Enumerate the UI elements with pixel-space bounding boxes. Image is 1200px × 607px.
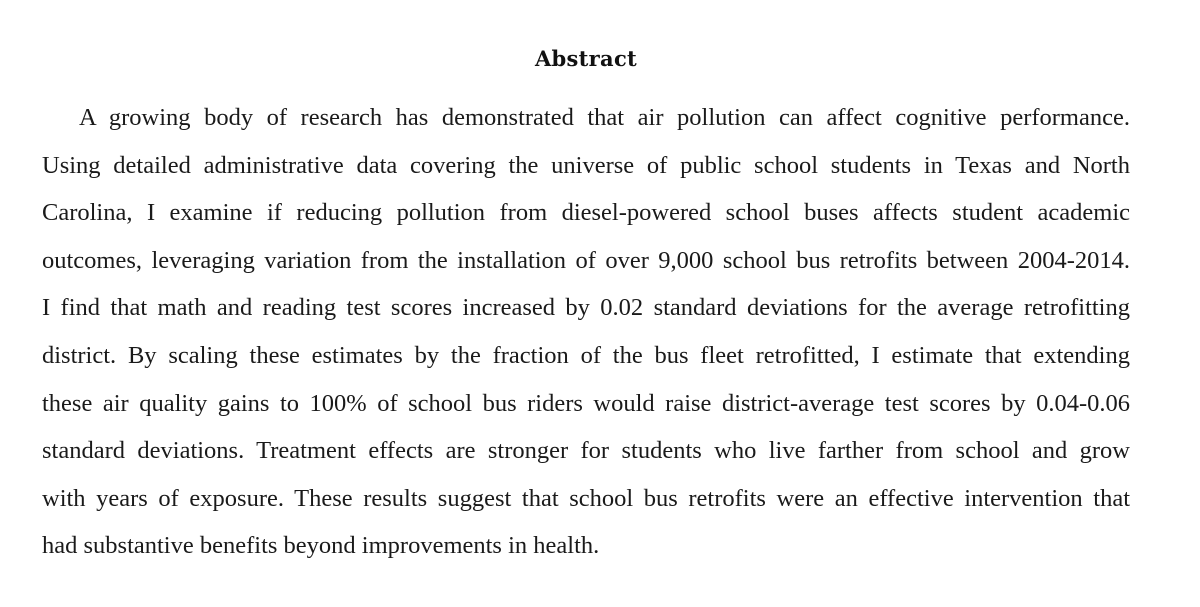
abstract-body [42,94,1130,570]
abstract-line: outcomes, leveraging variation from the installation of over 9,000 school bus retrofits between 2004-2014. [42,246,1130,274]
abstract-line: A growing body of research has demonstrated that air pollution can affect cognitive performance. [79,104,1130,131]
abstract-line: these air quality gains to 100% of school bus riders would raise district-average test scores by 0.04-0.06 [42,389,1130,417]
abstract-line: with years of exposure. These results suggest that school bus retrofits were an effective intervention that [42,484,1130,512]
abstract-line: I find that math and reading test scores increased by 0.02 standard deviations for the average retrofitting [42,294,1130,322]
abstract-line: standard deviations. Treatment effects are stronger for students who live farther from school and grow [42,437,1130,465]
abstract-heading: Abstract [534,46,638,71]
abstract-line: district. By scaling these estimates by the fraction of the bus fleet retrofitted, I estimate that extending [42,341,1130,369]
abstract-line: Carolina, I examine if reducing pollution from diesel-powered school buses affects student academic [42,199,1130,227]
abstract-line: had substantive benefits beyond improvements in health. [42,532,600,560]
abstract-line: Using detailed administrative data covering the universe of public school students in Texas and North [42,151,1130,179]
